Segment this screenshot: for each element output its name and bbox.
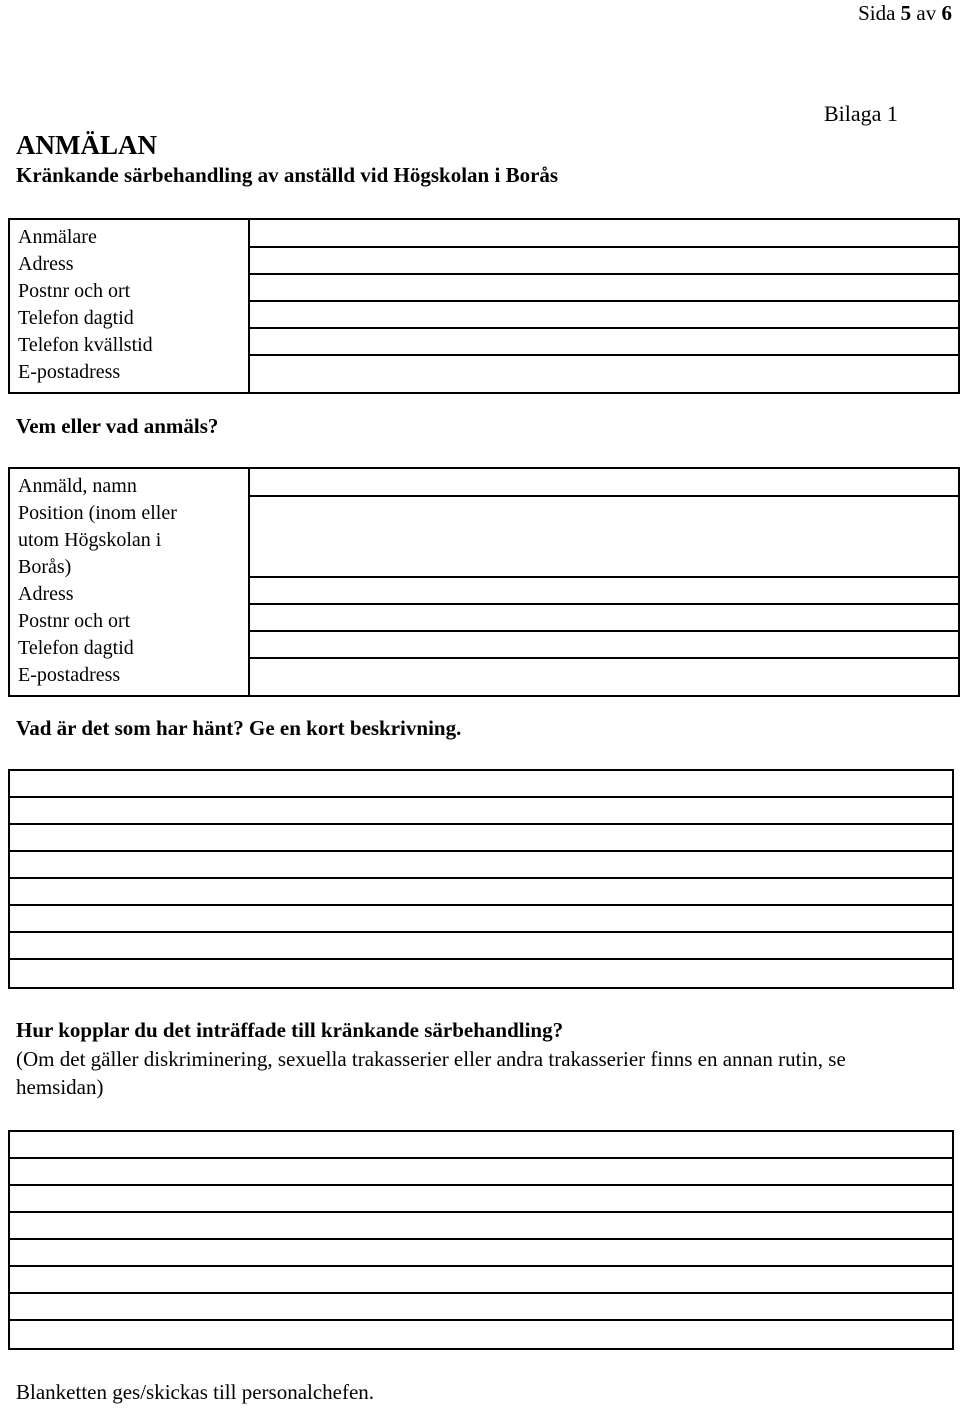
reported-input-name[interactable] bbox=[250, 469, 958, 497]
reporter-input-phone-day[interactable] bbox=[250, 302, 958, 329]
label-reported-postcode: Postnr och ort bbox=[18, 610, 131, 632]
reported-input-position[interactable] bbox=[250, 497, 958, 578]
label-phone-day: Telefon dagtid bbox=[18, 307, 134, 329]
page-number: Sida 5 av 6 bbox=[858, 1, 952, 25]
section-event-heading: Vad är det som har hänt? Ge en kort beskrivning. bbox=[16, 716, 462, 740]
connection-line[interactable] bbox=[10, 1294, 952, 1321]
reporter-form-table bbox=[8, 218, 960, 394]
connection-line[interactable] bbox=[10, 1186, 952, 1213]
reported-input-postcode[interactable] bbox=[250, 605, 958, 632]
connection-line[interactable] bbox=[10, 1213, 952, 1240]
label-position-line2: utom Högskolan i bbox=[18, 529, 162, 551]
description-line[interactable] bbox=[10, 879, 952, 906]
connection-description-box[interactable] bbox=[8, 1130, 954, 1350]
reporter-input-name[interactable] bbox=[250, 220, 958, 248]
description-line[interactable] bbox=[10, 852, 952, 879]
connection-line[interactable] bbox=[10, 1240, 952, 1267]
label-reported-name: Anmäld, namn bbox=[18, 475, 137, 497]
reported-labels bbox=[9, 468, 249, 696]
reported-input-email[interactable] bbox=[250, 659, 958, 685]
description-line[interactable] bbox=[10, 906, 952, 933]
footer-note: Blanketten ges/skickas till personalchefen. bbox=[16, 1380, 375, 1404]
description-line[interactable] bbox=[10, 933, 952, 960]
event-description-box[interactable] bbox=[8, 769, 954, 989]
document-subtitle: Kränkande särbehandling av anställd vid Högskolan i Borås bbox=[16, 163, 559, 187]
label-position-line1: Position (inom eller bbox=[18, 502, 177, 524]
connection-line[interactable] bbox=[10, 1159, 952, 1186]
description-line[interactable] bbox=[10, 771, 952, 798]
reporter-input-address[interactable] bbox=[250, 248, 958, 275]
label-reported-address: Adress bbox=[18, 583, 74, 605]
section-reported-heading: Vem eller vad anmäls? bbox=[16, 414, 219, 438]
connection-line[interactable] bbox=[10, 1321, 952, 1348]
connection-line[interactable] bbox=[10, 1132, 952, 1159]
reporter-labels bbox=[9, 219, 249, 393]
description-line[interactable] bbox=[10, 825, 952, 852]
reported-form-table bbox=[8, 467, 960, 697]
connection-line[interactable] bbox=[10, 1267, 952, 1294]
reporter-input-email[interactable] bbox=[250, 356, 958, 382]
reported-input-column bbox=[249, 468, 959, 696]
reporter-input-column bbox=[249, 219, 959, 393]
label-position-line3: Borås) bbox=[18, 556, 72, 578]
reported-input-address[interactable] bbox=[250, 578, 958, 605]
label-reported-email: E-postadress bbox=[18, 664, 121, 686]
reporter-input-postcode[interactable] bbox=[250, 275, 958, 302]
reporter-input-phone-evening[interactable] bbox=[250, 329, 958, 356]
label-postcode-city: Postnr och ort bbox=[18, 280, 131, 302]
label-phone-evening: Telefon kvällstid bbox=[18, 334, 153, 356]
label-email: E-postadress bbox=[18, 361, 121, 383]
section-connection-heading: Hur kopplar du det inträffade till kränkande särbehandling? bbox=[16, 1018, 564, 1042]
description-line[interactable] bbox=[10, 960, 952, 987]
document-title: ANMÄLAN bbox=[16, 130, 157, 160]
label-address: Adress bbox=[18, 253, 74, 275]
label-reported-phone-day: Telefon dagtid bbox=[18, 637, 134, 659]
reported-input-phone-day[interactable] bbox=[250, 632, 958, 659]
appendix-label: Bilaga 1 bbox=[824, 101, 898, 126]
description-line[interactable] bbox=[10, 798, 952, 825]
section-connection-note: (Om det gäller diskriminering, sexuella trakasserier eller andra trakasserier finns en annan rutin, se hemsidan) bbox=[16, 1047, 846, 1099]
label-reporter: Anmälare bbox=[18, 226, 97, 248]
